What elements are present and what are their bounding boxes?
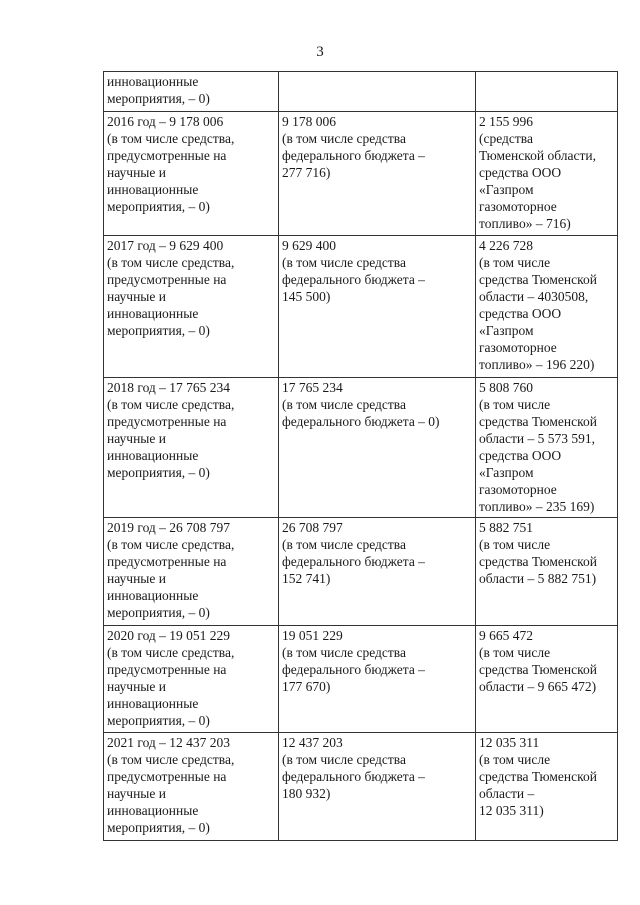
regional-funding-cell [476, 72, 618, 112]
federal-funding-cell: 12 437 203 (в том числе средства федерального бюджета – 180 932) [279, 733, 476, 841]
table-row [104, 72, 618, 112]
total-funding-cell: 2016 год – 9 178 006 (в том числе средства, предусмотренные на научные и инновационные мероприятия, – 0) [104, 112, 279, 236]
total-funding-cell: 2017 год – 9 629 400 (в том числе средства, предусмотренные на научные и инновационные мероприятия, – 0) [104, 236, 279, 378]
federal-funding-cell: 9 629 400 (в том числе средства федерального бюджета – 145 500) [279, 236, 476, 378]
federal-funding-cell: 17 765 234 (в том числе средства федерального бюджета – 0) [279, 378, 476, 518]
regional-funding-cell: 5 882 751 (в том числе средства Тюменской области – 5 882 751) [476, 518, 618, 626]
page-number: 3 [316, 44, 324, 60]
total-funding-cell: 2021 год – 12 437 203 (в том числе средства, предусмотренные на научные и инновационные мероприятия, – 0) [104, 733, 279, 841]
table-row [104, 518, 618, 626]
federal-funding-cell: 19 051 229 (в том числе средства федерального бюджета – 177 670) [279, 626, 476, 733]
regional-funding-cell: 2 155 996 (средства Тюменской области, средства ООО «Газпром газомоторное топливо» – 716) [476, 112, 618, 236]
regional-funding-cell: 5 808 760 (в том числе средства Тюменской области – 5 573 591, средства ООО «Газпром газомоторное топливо» – 235 169) [476, 378, 618, 518]
federal-funding-cell: 26 708 797 (в том числе средства федерального бюджета – 152 741) [279, 518, 476, 626]
table-row [104, 112, 618, 236]
federal-funding-cell [279, 72, 476, 112]
regional-funding-cell: 4 226 728 (в том числе средства Тюменской области – 4030508, средства ООО «Газпром газомоторное топливо» – 196 220) [476, 236, 618, 378]
table-row [104, 236, 618, 378]
total-funding-cell: инновационные мероприятия, – 0) [104, 72, 279, 112]
table-row [104, 733, 618, 841]
regional-funding-cell: 9 665 472 (в том числе средства Тюменской области – 9 665 472) [476, 626, 618, 733]
total-funding-cell: 2018 год – 17 765 234 (в том числе средства, предусмотренные на научные и инновационные мероприятия, – 0) [104, 378, 279, 518]
federal-funding-cell: 9 178 006 (в том числе средства федерального бюджета – 277 716) [279, 112, 476, 236]
table-row [104, 626, 618, 733]
funding-table [103, 71, 618, 841]
total-funding-cell: 2020 год – 19 051 229 (в том числе средства, предусмотренные на научные и инновационные мероприятия, – 0) [104, 626, 279, 733]
regional-funding-cell: 12 035 311 (в том числе средства Тюменской области – 12 035 311) [476, 733, 618, 841]
total-funding-cell: 2019 год – 26 708 797 (в том числе средства, предусмотренные на научные и инновационные мероприятия, – 0) [104, 518, 279, 626]
table-row [104, 378, 618, 518]
